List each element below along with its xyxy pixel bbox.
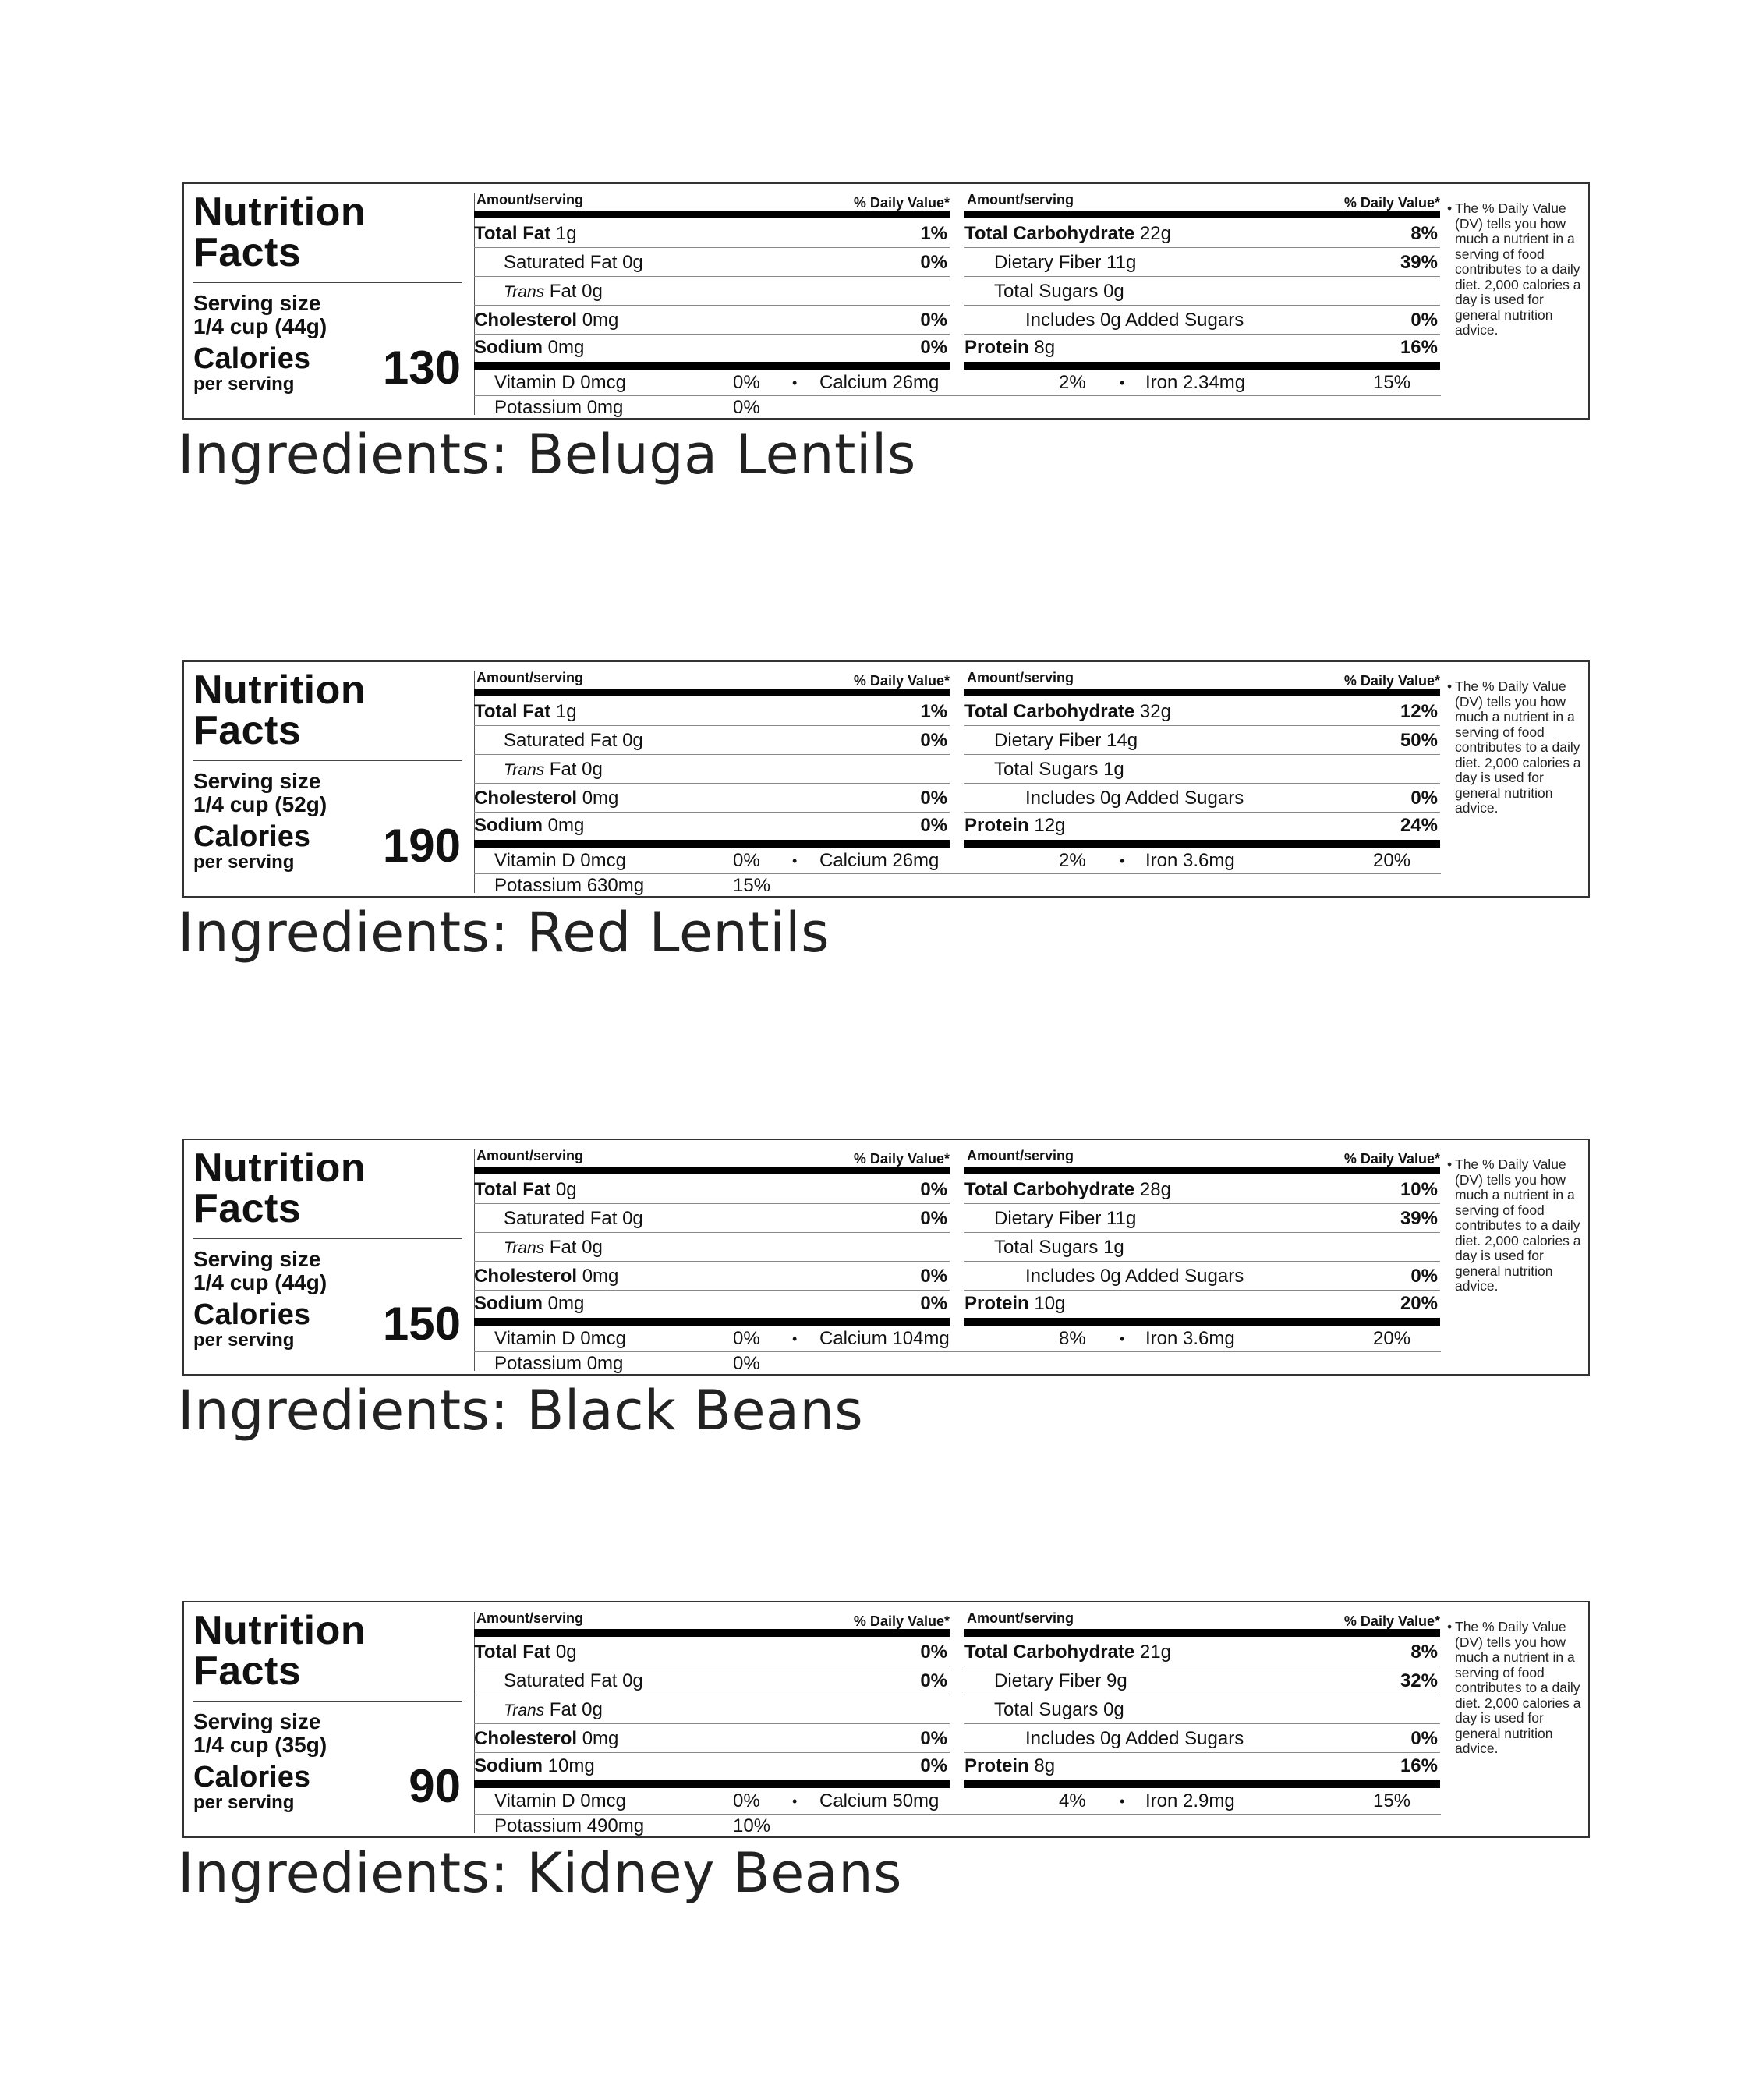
added-sugars-dv: 0% xyxy=(1410,1266,1438,1287)
total-fat-row xyxy=(474,698,950,726)
potassium-value: Potassium 490mg xyxy=(494,1815,645,1836)
footnote-bullet: • xyxy=(1447,1619,1453,1634)
thick-rule xyxy=(964,689,1440,696)
total-carbohydrate-label: Total Carbohydrate xyxy=(964,223,1135,244)
total-fat-label: Total Fat xyxy=(474,1641,551,1663)
column-header xyxy=(476,190,950,211)
vitamin-d-value: Vitamin D 0mcg xyxy=(494,850,626,871)
serving-size-value: 1/4 cup (44g) xyxy=(193,314,327,338)
ingredients-text: Ingredients: Kidney Beans xyxy=(178,1841,903,1905)
per-serving-label: per serving xyxy=(193,852,295,873)
added-sugars-dv: 0% xyxy=(1410,788,1438,809)
total-fat-value: 0g xyxy=(555,1641,577,1663)
divider xyxy=(193,760,462,761)
bullet: • xyxy=(792,375,798,391)
iron-value: Iron 3.6mg xyxy=(1145,850,1235,871)
divider xyxy=(193,1701,462,1702)
per-serving-label: per serving xyxy=(193,1792,295,1813)
title-line-2: Facts xyxy=(193,230,302,275)
cholesterol-row xyxy=(474,1262,950,1291)
sodium-row xyxy=(474,1290,950,1317)
total-fat-value: 0g xyxy=(555,1179,577,1200)
saturated-fat-value: Saturated Fat 0g xyxy=(504,1670,643,1691)
protein-row xyxy=(964,1290,1440,1317)
thick-rule xyxy=(474,1780,950,1788)
calories-value: 90 xyxy=(409,1760,461,1812)
total-sugars-value: Total Sugars 0g xyxy=(994,1699,1124,1720)
calories-value: 150 xyxy=(382,1298,461,1350)
potassium-dv: 15% xyxy=(733,875,771,896)
protein-dv: 16% xyxy=(1400,1755,1438,1776)
thick-rule xyxy=(964,362,1440,370)
total-carbohydrate-row xyxy=(964,220,1440,248)
title-line-1: Nutrition xyxy=(193,1608,366,1653)
total-carbohydrate-label: Total Carbohydrate xyxy=(964,1641,1135,1663)
nutrition-facts-title xyxy=(193,1608,462,1694)
dietary-fiber-row xyxy=(964,727,1440,755)
cholesterol-label: Cholesterol xyxy=(474,310,578,331)
calcium-value: Calcium 26mg xyxy=(819,372,940,393)
footnote-text: The % Daily Value (DV) tells you how much a nutrient in a serving of food contributes to a daily diet. 2,000 calories a day is used for general nutrition advice. xyxy=(1455,1619,1581,1756)
dietary-fiber-value: Dietary Fiber 14g xyxy=(994,730,1138,751)
total-fat-value: 1g xyxy=(555,701,577,722)
nutrition-facts-panel xyxy=(182,660,1590,898)
saturated-fat-row xyxy=(474,249,950,277)
title-line-1: Nutrition xyxy=(193,1146,366,1191)
total-sugars-value: Total Sugars 1g xyxy=(994,1237,1124,1258)
column-header xyxy=(967,190,1440,211)
total-fat-value: 1g xyxy=(555,223,577,244)
trans-label: Trans xyxy=(504,283,545,301)
nutrition-facts-header xyxy=(193,670,462,891)
thick-rule xyxy=(474,211,950,218)
cholesterol-label: Cholesterol xyxy=(474,1728,578,1749)
vitamin-d-value: Vitamin D 0mcg xyxy=(494,1790,626,1811)
cholesterol-row xyxy=(474,1725,950,1753)
dietary-fiber-value: Dietary Fiber 11g xyxy=(994,252,1137,273)
total-carbohydrate-dv: 8% xyxy=(1410,223,1438,244)
calories-label: Calories xyxy=(193,820,310,853)
iron-dv: 20% xyxy=(1373,850,1411,871)
added-sugars-row xyxy=(964,784,1440,813)
iron-dv: 15% xyxy=(1373,372,1411,393)
nutrition-facts-title xyxy=(193,670,462,751)
thick-rule xyxy=(474,1167,950,1174)
vitamin-d-value: Vitamin D 0mcg xyxy=(494,1328,626,1349)
total-carbohydrate-dv: 10% xyxy=(1400,1179,1438,1200)
thick-rule xyxy=(474,840,950,848)
ingredients-text: Ingredients: Black Beans xyxy=(178,1379,864,1443)
total-sugars-row xyxy=(964,756,1440,784)
thick-rule xyxy=(964,840,1440,848)
vitamin-d-value: Vitamin D 0mcg xyxy=(494,372,626,393)
sodium-row xyxy=(474,334,950,361)
thick-rule xyxy=(964,1167,1440,1174)
sodium-row xyxy=(474,812,950,839)
bullet: • xyxy=(1120,1331,1125,1347)
footnote-text: The % Daily Value (DV) tells you how much a nutrient in a serving of food contributes to a daily diet. 2,000 calories a day is used for general nutrition advice. xyxy=(1455,200,1581,338)
bullet: • xyxy=(792,1794,798,1809)
protein-value: 8g xyxy=(1034,1755,1056,1776)
total-fat-dv: 1% xyxy=(920,701,947,722)
amount-serving-label: Amount/serving xyxy=(476,670,584,685)
sodium-dv: 0% xyxy=(920,815,947,836)
per-serving-label: per serving xyxy=(193,374,295,395)
dietary-fiber-value: Dietary Fiber 9g xyxy=(994,1670,1127,1691)
sodium-value: 0mg xyxy=(547,815,585,836)
calories-value: 130 xyxy=(382,342,461,394)
dietary-fiber-dv: 32% xyxy=(1400,1670,1438,1691)
cholesterol-dv: 0% xyxy=(920,310,947,331)
total-fat-label: Total Fat xyxy=(474,1179,551,1200)
column-header xyxy=(476,1146,950,1167)
added-sugars-row xyxy=(964,1725,1440,1753)
calories-label: Calories xyxy=(193,1298,310,1331)
saturated-fat-value: Saturated Fat 0g xyxy=(504,730,643,751)
footnote-bullet: • xyxy=(1447,678,1453,694)
title-line-2: Facts xyxy=(193,708,302,753)
saturated-fat-row xyxy=(474,727,950,755)
added-sugars-value: Includes 0g Added Sugars xyxy=(1025,1266,1244,1287)
ingredients-text: Ingredients: Beluga Lentils xyxy=(178,423,916,487)
serving-size-label: Serving size xyxy=(193,291,321,315)
title-line-2: Facts xyxy=(193,1186,302,1231)
daily-value-label: % Daily Value* xyxy=(853,1151,950,1167)
total-carbohydrate-row xyxy=(964,1638,1440,1666)
sodium-value: 0mg xyxy=(547,337,585,358)
thick-rule xyxy=(474,362,950,370)
trans-fat-value: Fat 0g xyxy=(549,759,603,780)
cholesterol-value: 0mg xyxy=(582,310,619,331)
protein-row xyxy=(964,812,1440,839)
amount-serving-label: Amount/serving xyxy=(967,670,1074,685)
thick-rule xyxy=(964,1318,1440,1326)
daily-value-label: % Daily Value* xyxy=(1343,195,1440,211)
divider xyxy=(193,1238,462,1239)
protein-label: Protein xyxy=(964,337,1029,358)
protein-dv: 20% xyxy=(1400,1293,1438,1314)
daily-value-footnote xyxy=(1447,678,1587,816)
trans-label: Trans xyxy=(504,761,545,779)
sodium-label: Sodium xyxy=(474,337,543,358)
sodium-dv: 0% xyxy=(920,1293,947,1314)
nutrition-facts-title xyxy=(193,189,462,275)
nutrition-facts-panel xyxy=(182,182,1590,420)
thick-rule xyxy=(474,1629,950,1637)
iron-value: Iron 3.6mg xyxy=(1145,1328,1235,1349)
added-sugars-row xyxy=(964,306,1440,335)
calories-value: 190 xyxy=(382,820,461,872)
bullet: • xyxy=(1120,1794,1125,1809)
amount-serving-label: Amount/serving xyxy=(476,1610,584,1626)
trans-fat-row xyxy=(474,756,950,784)
vitamin-d-dv: 0% xyxy=(733,1790,760,1811)
serving-size-value: 1/4 cup (44g) xyxy=(193,1270,327,1294)
protein-label: Protein xyxy=(964,1293,1029,1314)
footnote-bullet: • xyxy=(1447,1156,1453,1172)
dietary-fiber-dv: 50% xyxy=(1400,730,1438,751)
trans-label: Trans xyxy=(504,1702,545,1719)
sodium-row xyxy=(474,1752,950,1780)
sodium-value: 0mg xyxy=(547,1293,585,1314)
cholesterol-value: 0mg xyxy=(582,1266,619,1287)
dietary-fiber-row xyxy=(964,249,1440,277)
thick-rule xyxy=(964,211,1440,218)
total-fat-row xyxy=(474,220,950,248)
saturated-fat-dv: 0% xyxy=(920,730,947,751)
added-sugars-value: Includes 0g Added Sugars xyxy=(1025,788,1244,809)
trans-fat-value: Fat 0g xyxy=(549,281,603,302)
nutrition-facts-title xyxy=(193,1148,462,1229)
added-sugars-row xyxy=(964,1262,1440,1291)
total-fat-dv: 1% xyxy=(920,223,947,244)
amount-serving-label: Amount/serving xyxy=(967,1148,1074,1163)
total-carbohydrate-dv: 8% xyxy=(1410,1641,1438,1663)
dietary-fiber-dv: 39% xyxy=(1400,1208,1438,1229)
thick-rule xyxy=(964,1629,1440,1637)
total-fat-dv: 0% xyxy=(920,1179,947,1200)
dietary-fiber-row xyxy=(964,1667,1440,1695)
cholesterol-dv: 0% xyxy=(920,788,947,809)
total-fat-row xyxy=(474,1638,950,1666)
calories-label: Calories xyxy=(193,1761,310,1794)
added-sugars-value: Includes 0g Added Sugars xyxy=(1025,1728,1244,1749)
protein-label: Protein xyxy=(964,1755,1029,1776)
footnote-text: The % Daily Value (DV) tells you how much a nutrient in a serving of food contributes to a daily diet. 2,000 calories a day is used for general nutrition advice. xyxy=(1455,678,1581,816)
nutrition-facts-header xyxy=(193,189,462,413)
cholesterol-value: 0mg xyxy=(582,788,619,809)
thick-rule xyxy=(474,689,950,696)
bullet: • xyxy=(792,1331,798,1347)
footnote-text: The % Daily Value (DV) tells you how much a nutrient in a serving of food contributes to a daily diet. 2,000 calories a day is used for general nutrition advice. xyxy=(1455,1156,1581,1294)
column-header xyxy=(967,1146,1440,1167)
total-carbohydrate-value: 32g xyxy=(1139,701,1171,722)
cholesterol-value: 0mg xyxy=(582,1728,619,1749)
dietary-fiber-dv: 39% xyxy=(1400,252,1438,273)
vitamin-d-dv: 0% xyxy=(733,1328,760,1349)
ingredients-text: Ingredients: Red Lentils xyxy=(178,901,830,965)
vitamin-d-dv: 0% xyxy=(733,850,760,871)
calcium-dv: 8% xyxy=(1059,1328,1086,1349)
column-header xyxy=(967,1609,1440,1629)
saturated-fat-value: Saturated Fat 0g xyxy=(504,1208,643,1229)
title-line-2: Facts xyxy=(193,1648,302,1694)
dietary-fiber-value: Dietary Fiber 11g xyxy=(994,1208,1137,1229)
nutrition-facts-panel xyxy=(182,1139,1590,1376)
sodium-label: Sodium xyxy=(474,815,543,836)
total-fat-dv: 0% xyxy=(920,1641,947,1663)
footnote-bullet: • xyxy=(1447,200,1453,216)
total-sugars-value: Total Sugars 1g xyxy=(994,759,1124,780)
added-sugars-dv: 0% xyxy=(1410,1728,1438,1749)
added-sugars-value: Includes 0g Added Sugars xyxy=(1025,310,1244,331)
saturated-fat-value: Saturated Fat 0g xyxy=(504,252,643,273)
divider xyxy=(193,282,462,283)
trans-fat-value: Fat 0g xyxy=(549,1237,603,1258)
total-sugars-row xyxy=(964,1234,1440,1262)
trans-fat-value: Fat 0g xyxy=(549,1699,603,1720)
daily-value-footnote xyxy=(1447,1619,1587,1757)
thick-rule xyxy=(474,1318,950,1326)
serving-size-label: Serving size xyxy=(193,1709,321,1733)
serving-size-value: 1/4 cup (52g) xyxy=(193,792,327,816)
nutrition-facts-header xyxy=(193,1610,462,1832)
daily-value-label: % Daily Value* xyxy=(853,673,950,689)
daily-value-label: % Daily Value* xyxy=(1343,1151,1440,1167)
sodium-label: Sodium xyxy=(474,1755,543,1776)
title-line-1: Nutrition xyxy=(193,189,366,235)
vitamin-d-dv: 0% xyxy=(733,372,760,393)
amount-serving-label: Amount/serving xyxy=(967,192,1074,207)
daily-value-label: % Daily Value* xyxy=(1343,673,1440,689)
column-header xyxy=(967,668,1440,689)
saturated-fat-row xyxy=(474,1667,950,1695)
bullet: • xyxy=(792,853,798,869)
column-header xyxy=(476,668,950,689)
protein-dv: 16% xyxy=(1400,337,1438,358)
protein-dv: 24% xyxy=(1400,815,1438,836)
trans-fat-row xyxy=(474,1696,950,1724)
amount-serving-label: Amount/serving xyxy=(476,1148,584,1163)
cholesterol-row xyxy=(474,306,950,335)
saturated-fat-dv: 0% xyxy=(920,1208,947,1229)
total-carbohydrate-row xyxy=(964,698,1440,726)
protein-label: Protein xyxy=(964,815,1029,836)
total-carbohydrate-value: 21g xyxy=(1139,1641,1171,1663)
calcium-value: Calcium 26mg xyxy=(819,850,940,871)
calcium-dv: 4% xyxy=(1059,1790,1086,1811)
thick-rule xyxy=(964,1780,1440,1788)
cholesterol-label: Cholesterol xyxy=(474,788,578,809)
total-carbohydrate-value: 22g xyxy=(1139,223,1171,244)
potassium-value: Potassium 0mg xyxy=(494,1353,624,1374)
calories-label: Calories xyxy=(193,342,310,375)
added-sugars-dv: 0% xyxy=(1410,310,1438,331)
total-sugars-value: Total Sugars 0g xyxy=(994,281,1124,302)
calcium-value: Calcium 50mg xyxy=(819,1790,940,1811)
cholesterol-label: Cholesterol xyxy=(474,1266,578,1287)
iron-dv: 15% xyxy=(1373,1790,1411,1811)
protein-value: 12g xyxy=(1034,815,1066,836)
bullet: • xyxy=(1120,853,1125,869)
total-carbohydrate-value: 28g xyxy=(1139,1179,1171,1200)
cholesterol-dv: 0% xyxy=(920,1728,947,1749)
sodium-label: Sodium xyxy=(474,1293,543,1314)
total-fat-label: Total Fat xyxy=(474,701,551,722)
daily-value-label: % Daily Value* xyxy=(853,195,950,211)
daily-value-footnote xyxy=(1447,1156,1587,1294)
nutrition-facts-header xyxy=(193,1148,462,1369)
iron-dv: 20% xyxy=(1373,1328,1411,1349)
amount-serving-label: Amount/serving xyxy=(476,192,584,207)
potassium-value: Potassium 0mg xyxy=(494,397,624,418)
trans-label: Trans xyxy=(504,1239,545,1257)
potassium-dv: 0% xyxy=(733,397,760,418)
protein-value: 10g xyxy=(1034,1293,1066,1314)
iron-value: Iron 2.9mg xyxy=(1145,1790,1235,1811)
amount-serving-label: Amount/serving xyxy=(967,1610,1074,1626)
potassium-dv: 0% xyxy=(733,1353,760,1374)
protein-row xyxy=(964,334,1440,361)
total-carbohydrate-dv: 12% xyxy=(1400,701,1438,722)
bullet: • xyxy=(1120,375,1125,391)
saturated-fat-row xyxy=(474,1205,950,1233)
cholesterol-dv: 0% xyxy=(920,1266,947,1287)
total-carbohydrate-label: Total Carbohydrate xyxy=(964,1179,1135,1200)
trans-fat-row xyxy=(474,1234,950,1262)
nutrition-facts-panel xyxy=(182,1601,1590,1838)
total-sugars-row xyxy=(964,1696,1440,1724)
total-carbohydrate-label: Total Carbohydrate xyxy=(964,701,1135,722)
iron-value: Iron 2.34mg xyxy=(1145,372,1246,393)
daily-value-label: % Daily Value* xyxy=(853,1613,950,1629)
sodium-value: 10mg xyxy=(547,1755,595,1776)
sodium-dv: 0% xyxy=(920,1755,947,1776)
column-header xyxy=(476,1609,950,1629)
serving-size-label: Serving size xyxy=(193,769,321,793)
total-fat-label: Total Fat xyxy=(474,223,551,244)
per-serving-label: per serving xyxy=(193,1330,295,1351)
cholesterol-row xyxy=(474,784,950,813)
potassium-value: Potassium 630mg xyxy=(494,875,645,896)
calcium-dv: 2% xyxy=(1059,372,1086,393)
saturated-fat-dv: 0% xyxy=(920,252,947,273)
daily-value-label: % Daily Value* xyxy=(1343,1613,1440,1629)
potassium-dv: 10% xyxy=(733,1815,771,1836)
serving-size-label: Serving size xyxy=(193,1247,321,1271)
sodium-dv: 0% xyxy=(920,337,947,358)
daily-value-footnote xyxy=(1447,200,1587,338)
calcium-value: Calcium 104mg xyxy=(819,1328,950,1349)
total-sugars-row xyxy=(964,278,1440,306)
total-carbohydrate-row xyxy=(964,1176,1440,1204)
title-line-1: Nutrition xyxy=(193,668,366,713)
dietary-fiber-row xyxy=(964,1205,1440,1233)
total-fat-row xyxy=(474,1176,950,1204)
serving-size-value: 1/4 cup (35g) xyxy=(193,1733,327,1757)
protein-value: 8g xyxy=(1034,337,1056,358)
protein-row xyxy=(964,1752,1440,1780)
calcium-dv: 2% xyxy=(1059,850,1086,871)
saturated-fat-dv: 0% xyxy=(920,1670,947,1691)
trans-fat-row xyxy=(474,278,950,306)
